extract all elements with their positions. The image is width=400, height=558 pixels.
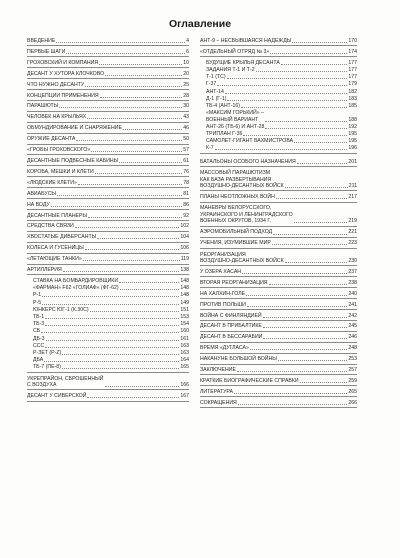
toc-page-number: 188 [348, 116, 357, 123]
toc-entry-title: ПРОТИВ ПОЛЬШИ [200, 301, 246, 308]
toc-leader-dots [256, 71, 348, 72]
toc-page-number: 248 [348, 345, 357, 352]
toc-entry-title: «ЛЕТАЮЩИЕ ТАНКИ» [27, 256, 82, 263]
toc-leader-dots [75, 227, 180, 228]
toc-leader-dots [119, 162, 182, 163]
toc-leader-dots [66, 53, 185, 54]
toc-entry-title: Р-5 [33, 299, 42, 306]
toc-page-number: 185 [348, 103, 357, 110]
toc-entry-title: УЧЕНИЯ, ИЗУМИВШИЕ МИР [200, 240, 271, 247]
toc-leader-dots [270, 53, 347, 54]
toc-entry [200, 280, 357, 288]
toc-entry-title: КРАТКИЕ БИОГРАФИЧЕСКИЕ СПРАВКИ [200, 377, 299, 384]
toc-entry [27, 267, 189, 275]
toc-leader-dots [294, 142, 347, 143]
toc-page-number: 253 [348, 356, 357, 363]
toc-leader-dots [227, 100, 347, 101]
toc-leader-dots [242, 273, 347, 274]
toc-entry [27, 158, 189, 166]
toc-entry-title: К-7 [206, 145, 214, 152]
toc-entry [27, 357, 189, 363]
toc-entry [27, 202, 189, 210]
toc-page-number: 219 [348, 218, 357, 225]
toc-entry [27, 103, 189, 111]
toc-entry-title: «МАКСИМ ГОРЬКИЙ» – ВОЕННЫЙ ВАРИАНТ [206, 110, 264, 123]
toc-page-number: 230 [348, 258, 357, 264]
toc-entry [27, 321, 189, 327]
toc-entry-title: СБ [33, 328, 41, 335]
toc-leader-dots [42, 304, 179, 305]
toc-entry-title: ОБМУНДИРОВАНИЕ И СНАРЯЖЕНИЕ [27, 125, 122, 132]
toc-entry-title: РЕОРГАНИЗАЦИЯ ВОЗДУШНО-ДЕСАНТНЫХ ВОЙСК [200, 251, 284, 264]
toc-leader-dots [281, 64, 348, 65]
toc-page-number: 148 [180, 285, 189, 292]
toc-entry-title: КОНЦЕПЦИИ ПРИМЕНЕНИЯ [27, 92, 99, 99]
toc-page-number: 179 [348, 81, 357, 88]
toc-leader-dots [227, 78, 348, 79]
toc-entry-title: ДЕСАНТНЫЕ ПЛАНЕРЫ [27, 212, 88, 219]
toc-leader-dots [294, 222, 348, 223]
toc-leader-dots [265, 121, 347, 122]
toc-entry [27, 114, 189, 122]
toc-entry [27, 364, 189, 372]
toc-left-column [27, 38, 189, 402]
toc-leader-dots [45, 347, 179, 348]
toc-page-number: 57 [183, 147, 189, 154]
toc-entry-title: «ГРОБЫ ГРОХОВСКОГО» [27, 147, 91, 154]
toc-page-number: 25 [183, 81, 189, 88]
toc-page-number: 46 [183, 125, 189, 132]
toc-entry-title: Р-1 [33, 292, 42, 299]
toc-page-number: 257 [348, 367, 357, 374]
toc-leader-dots [87, 118, 182, 119]
toc-entry [200, 110, 357, 123]
toc-entry-title: ВОЙНА С ФИНЛЯНДИЕЙ [200, 312, 262, 319]
toc-page-number: 221 [348, 229, 357, 236]
toc-entry [27, 393, 189, 401]
toc-entry-title: ПЕРВЫЕ ШАГИ [27, 48, 66, 55]
toc-entry-title: СТАВКА НА БОМБАРДИРОВЩИКИ [33, 277, 119, 284]
toc-entry-title: ХВОСТАТЫЕ ДИВЕРСАНТЫ [27, 234, 97, 241]
toc-leader-dots [263, 338, 347, 339]
toc-page-number: 177 [348, 74, 357, 81]
toc-entry-title: ССС [33, 342, 45, 349]
toc-entry-title: ЧТО НУЖНО ДЕСАНТУ [27, 81, 85, 88]
toc-page-number: 166 [180, 381, 189, 388]
toc-leader-dots [105, 386, 180, 387]
toc-leader-dots [215, 149, 348, 150]
toc-entry-title: ЗАДАНИЯ Т-1 И Т-2 [206, 67, 255, 74]
toc-entry [200, 159, 357, 167]
toc-entry-title: ДЕСАНТ У СИВЕРСКОЙ [27, 393, 87, 400]
toc-leader-dots [99, 64, 182, 65]
toc-leader-dots [263, 327, 347, 328]
toc-entry [27, 256, 189, 264]
toc-page-number: 192 [348, 123, 357, 130]
toc-page-number: 167 [180, 393, 189, 400]
page-title: Оглавление [168, 18, 232, 30]
toc-page-number: 163 [180, 349, 189, 356]
toc-page-number: 183 [348, 95, 357, 102]
toc-page-number: 238 [348, 279, 357, 286]
toc-entry [27, 350, 189, 356]
toc-leader-dots [241, 107, 347, 108]
toc-entry [27, 292, 189, 298]
toc-entry [27, 147, 189, 155]
toc-page-number: 138 [180, 267, 189, 274]
toc-page-number: 195 [348, 131, 357, 138]
toc-entry-title: БАТАЛЬОНЫ ОСОБОГО НАЗНАЧЕНИЯ [200, 159, 296, 166]
toc-page-number: 160 [180, 328, 189, 335]
toc-page-number: 241 [348, 301, 357, 308]
toc-entry [200, 313, 357, 321]
toc-entry-title: ЛИТЕРАТУРА [200, 388, 233, 395]
toc-leader-dots [123, 129, 182, 130]
toc-leader-dots [263, 317, 348, 318]
toc-page-number: 217 [348, 194, 357, 201]
toc-leader-dots [97, 238, 179, 239]
toc-entry [200, 252, 357, 267]
toc-page-number: 81 [183, 190, 189, 197]
toc-leader-dots [59, 107, 182, 108]
toc-leader-dots [217, 85, 347, 86]
toc-entry-title: ВРЕМЯ «ДУГЛАСА» [200, 345, 249, 352]
toc-entry-title: ПАРАШЮТЫ [27, 103, 59, 110]
toc-entry [200, 378, 357, 386]
toc-entry [200, 400, 357, 408]
toc-leader-dots [238, 404, 348, 405]
toc-leader-dots [51, 206, 182, 207]
toc-entry [200, 205, 357, 226]
toc-entry-title: ЧЕЛОВЕК НА КРЫЛЬЯХ [27, 114, 87, 121]
toc-entry [200, 131, 357, 137]
toc-entry [200, 323, 357, 331]
toc-entry [27, 191, 189, 199]
toc-page-number: 196 [348, 145, 357, 152]
toc-entry [27, 300, 189, 306]
toc-entry-title: СРЕДСТВА СВЯЗИ [27, 223, 74, 230]
toc-page-number: 164 [180, 357, 189, 364]
toc-entry [200, 96, 357, 102]
toc-leader-dots [119, 282, 179, 283]
toc-leader-dots [276, 198, 348, 199]
toc-entry [27, 82, 189, 90]
toc-entry [200, 49, 357, 57]
toc-leader-dots [85, 249, 180, 250]
toc-entry [200, 60, 357, 66]
toc-leader-dots [95, 173, 183, 174]
toc-page-number: 245 [348, 323, 357, 330]
toc-page-number: 102 [180, 223, 189, 230]
toc-entry-title: ТРИПЛАН Г-36 [206, 131, 243, 138]
toc-entry [200, 81, 357, 87]
toc-entry [27, 307, 189, 313]
toc-entry-title: НА ВОДУ [27, 201, 50, 208]
toc-leader-dots [85, 86, 182, 87]
toc-entry-title: ВТОРАЯ РЕОРГАНИЗАЦИЯ [200, 279, 268, 286]
toc-entry-title: САМОЛЕТ-ГИГАНТ ВАХМИСТРОВА [206, 138, 294, 145]
toc-page-number: 6 [186, 48, 189, 55]
toc-entry [200, 124, 357, 130]
toc-entry-title: ЮНКЕРС ЮГ-1 (К.30С) [33, 306, 89, 313]
toc-leader-dots [56, 42, 185, 43]
toc-page-number: 30 [183, 103, 189, 110]
toc-leader-dots [285, 187, 348, 188]
toc-entry [200, 229, 357, 237]
toc-entry [27, 38, 189, 46]
toc-page-number: 86 [183, 201, 189, 208]
toc-leader-dots [100, 97, 183, 98]
toc-entry [200, 89, 357, 95]
toc-entry-title: ВВЕДЕНИЕ [27, 38, 56, 44]
toc-page-number: 10 [183, 59, 189, 66]
toc-entry [27, 234, 189, 242]
toc-page-number: 104 [180, 234, 189, 241]
toc-entry [27, 169, 189, 177]
toc-entry [27, 328, 189, 334]
toc-page-number: 182 [348, 88, 357, 95]
toc-page-number: 170 [348, 38, 357, 44]
toc-page-number: 43 [183, 114, 189, 121]
toc-entry-title: ДЕСАНТ В ПРИБАЛТИКЕ [200, 323, 262, 330]
toc-right-column [200, 38, 357, 408]
toc-entry [200, 345, 357, 353]
toc-page-number: 78 [183, 179, 189, 186]
toc-entry [200, 269, 357, 277]
toc-entry [27, 125, 189, 133]
toc-entry-title: АВИАБУСЫ [27, 190, 57, 197]
toc-page-number: 265 [348, 388, 357, 395]
toc-entry-title: АНТ-9 – НЕСБЫВШАЯСЯ НАДЕЖДЫ [200, 38, 292, 44]
toc-page-number: 237 [348, 268, 357, 275]
toc-entry-title: АНТ-14 [206, 88, 224, 95]
toc-entry [27, 60, 189, 68]
toc-entry-title: Г-37 [206, 81, 217, 88]
toc-page-number: 177 [348, 67, 357, 74]
toc-leader-dots [105, 75, 182, 76]
toc-leader-dots [42, 296, 179, 297]
toc-entry-title: АЭРОМОБИЛЬНЫЙ ПОДХОД [200, 229, 273, 236]
toc-leader-dots [278, 360, 347, 361]
toc-page-number: 259 [348, 377, 357, 384]
toc-page-number: 195 [348, 138, 357, 145]
toc-entry-title: ТБ-4 (АНТ-16) [206, 103, 240, 110]
toc-leader-dots [269, 284, 348, 285]
toc-leader-dots [83, 260, 180, 261]
toc-leader-dots [234, 393, 347, 394]
toc-page-number: 266 [348, 399, 357, 406]
toc-entry [27, 223, 189, 231]
toc-leader-dots [57, 195, 182, 196]
toc-entry-title: ТБ-7 (ПЕ-8) [33, 364, 61, 371]
toc-entry-title: БУДУЩИЕ КРЫЛЬЯ ДЕСАНТА [206, 59, 280, 66]
toc-entry [200, 302, 357, 310]
toc-leader-dots [45, 325, 179, 326]
toc-entry-title: КОРОБА, МЕШКИ И КЛЕТИ [27, 168, 94, 175]
toc-page-number: 149 [180, 299, 189, 306]
toc-entry [27, 376, 189, 391]
toc-leader-dots [237, 371, 347, 372]
toc-entry-title: ДЕСАНТ У ХУТОРА КЛОЧКОВО [27, 70, 105, 77]
toc-entry [200, 170, 357, 191]
toc-leader-dots [44, 361, 179, 362]
toc-entry [27, 278, 189, 284]
toc-page-number: 20 [183, 70, 189, 77]
toc-page-number: 153 [180, 313, 189, 320]
toc-page-number: 106 [180, 245, 189, 252]
toc-entry [27, 49, 189, 57]
toc-entry [200, 367, 357, 375]
toc-leader-dots [62, 354, 179, 355]
toc-page-number: 50 [183, 136, 189, 143]
toc-entry [200, 103, 357, 109]
toc-page-number: 223 [348, 240, 357, 247]
toc-page-number: 242 [348, 312, 357, 319]
toc-entry-title: «ОТДЕЛЬНЫЙ ОТРЯД № 3» [200, 48, 270, 55]
toc-leader-dots [300, 382, 348, 383]
toc-page-number: 92 [183, 212, 189, 219]
toc-entry-title: МАНЕВРЫ БЕЛОРУССКОГО, УКРАИНСКОГО И ЛЕНИНГРАДСКОГО ВОЕННЫХ ОКРУГОВ, 1934 Г. [200, 205, 293, 225]
toc-entry-title: АРТИЛЛЕРИЯ [27, 267, 62, 274]
toc-page-number: 61 [183, 157, 189, 164]
toc-leader-dots [225, 93, 347, 94]
toc-entry-title: НАКАНУНЕ БОЛЬШОЙ ВОЙНЫ [200, 356, 277, 363]
toc-page-number: 240 [348, 290, 357, 297]
toc-leader-dots [120, 289, 180, 290]
toc-page-number: 76 [183, 168, 189, 175]
toc-page-number: 201 [348, 159, 357, 166]
toc-entry-title: ДЕСАНТ В БЕССАРАБИИ [200, 334, 263, 341]
toc-entry-title: У ОЗЕРА ХАСАН [200, 268, 242, 275]
toc-page-number: 211 [348, 183, 357, 190]
toc-leader-dots [273, 234, 347, 235]
toc-leader-dots [265, 128, 347, 129]
toc-leader-dots [88, 217, 182, 218]
toc-page-number: 28 [183, 92, 189, 99]
toc-entry [27, 93, 189, 101]
toc-leader-dots [247, 306, 347, 307]
toc-entry [200, 145, 357, 153]
toc-entry-title: МАССОВЫЙ ПАРАШЮТИЗМ КАК БАЗА РАЗВЕРТЫВАНИЯ ВОЗДУШНО-ДЕСАНТНЫХ ВОЙСК [200, 170, 284, 190]
toc-entry [200, 194, 357, 202]
toc-entry [200, 240, 357, 248]
toc-entry-title: «ФАРМАН» F62 «ГОЛИАФ» (ФГ-62) [33, 285, 119, 292]
toc-entry [27, 245, 189, 253]
toc-leader-dots [62, 368, 179, 369]
toc-entry [200, 389, 357, 397]
toc-leader-dots [250, 349, 347, 350]
toc-page-number: 177 [348, 59, 357, 66]
toc-entry [200, 38, 357, 46]
toc-entry-title: ПЛАНЫ НЕОТЛОЖНЫХ ВОЙН [200, 194, 275, 201]
toc-page-number: 161 [180, 335, 189, 342]
toc-leader-dots [285, 262, 348, 263]
toc-entry [27, 180, 189, 188]
toc-entry [27, 343, 189, 349]
toc-page-number: 148 [180, 292, 189, 299]
toc-entry-title: ЗАКЛЮЧЕНИЕ [200, 367, 236, 374]
toc-leader-dots [246, 295, 347, 296]
toc-entry [27, 71, 189, 79]
toc-entry-title: Т-1 (ТС) [206, 74, 226, 81]
toc-leader-dots [46, 340, 180, 341]
toc-entry [200, 291, 357, 299]
toc-leader-dots [87, 397, 179, 398]
toc-page-number: 165 [180, 364, 189, 371]
toc-entry [27, 314, 189, 320]
toc-page-number: 154 [180, 321, 189, 328]
toc-page-number: 246 [348, 334, 357, 341]
toc-entry [200, 356, 357, 364]
toc-leader-dots [78, 184, 182, 185]
toc-entry [27, 285, 189, 291]
toc-entry-title: ОРУЖИЕ ДЕСАНТА [27, 136, 76, 143]
toc-entry [200, 74, 357, 80]
toc-leader-dots [243, 135, 347, 136]
toc-entry [27, 213, 189, 221]
toc-entry-title: Р-ЗЕТ (Р-Z) [33, 349, 62, 356]
toc-entry-title: «ЛЮДСКИЕ КЛЕТИ» [27, 179, 77, 186]
toc-leader-dots [292, 42, 347, 43]
toc-entry [200, 334, 357, 342]
toc-page-number: 119 [180, 256, 189, 263]
toc-entry-title: СОКРАЩЕНИЯ [200, 399, 237, 406]
toc-leader-dots [297, 163, 348, 164]
toc-page-number: 148 [180, 277, 189, 284]
toc-entry [27, 336, 189, 342]
toc-page-number: 163 [180, 342, 189, 349]
toc-leader-dots [272, 244, 348, 245]
toc-entry-title: НА ХАЛХИН-ГОЛЕ [200, 290, 246, 297]
toc-entry-title: ТБ-3 [33, 321, 45, 328]
toc-leader-dots [91, 151, 182, 152]
toc-entry-title: АНТ-26 (ТБ-6) И АНТ-28 [206, 123, 265, 130]
toc-entry-title: Д-1 (Г-1) [206, 95, 227, 102]
toc-leader-dots [45, 318, 179, 319]
toc-leader-dots [41, 332, 179, 333]
toc-page-number: 174 [348, 48, 357, 55]
toc-entry-title: ДБА [33, 357, 44, 364]
toc-entry-title: ТБ-1 [33, 313, 45, 320]
toc-leader-dots [76, 140, 182, 141]
toc-entry-title: ГРОХОВСКИЙ И КОМПАНИЯ [27, 59, 99, 66]
toc-entry [200, 138, 357, 144]
toc-entry-title: ДЕСАНТНЫЕ ПОДВЕСНЫЕ КАБИНЫ [27, 157, 119, 164]
toc-leader-dots [90, 311, 180, 312]
toc-leader-dots [63, 271, 180, 272]
toc-entry-title: КОЛЕСА И ГУСЕНИЦЫ [27, 245, 84, 252]
toc-entry [27, 136, 189, 144]
toc-entry [200, 67, 357, 73]
toc-page-number: 151 [180, 306, 189, 313]
toc-page-number: 4 [186, 38, 189, 44]
toc-entry-title: ДБ-3 [33, 335, 45, 342]
toc-entry-title: УКРЕПРАЙОН, СБРОШЕННЫЙ С ВОЗДУХА [27, 375, 104, 388]
